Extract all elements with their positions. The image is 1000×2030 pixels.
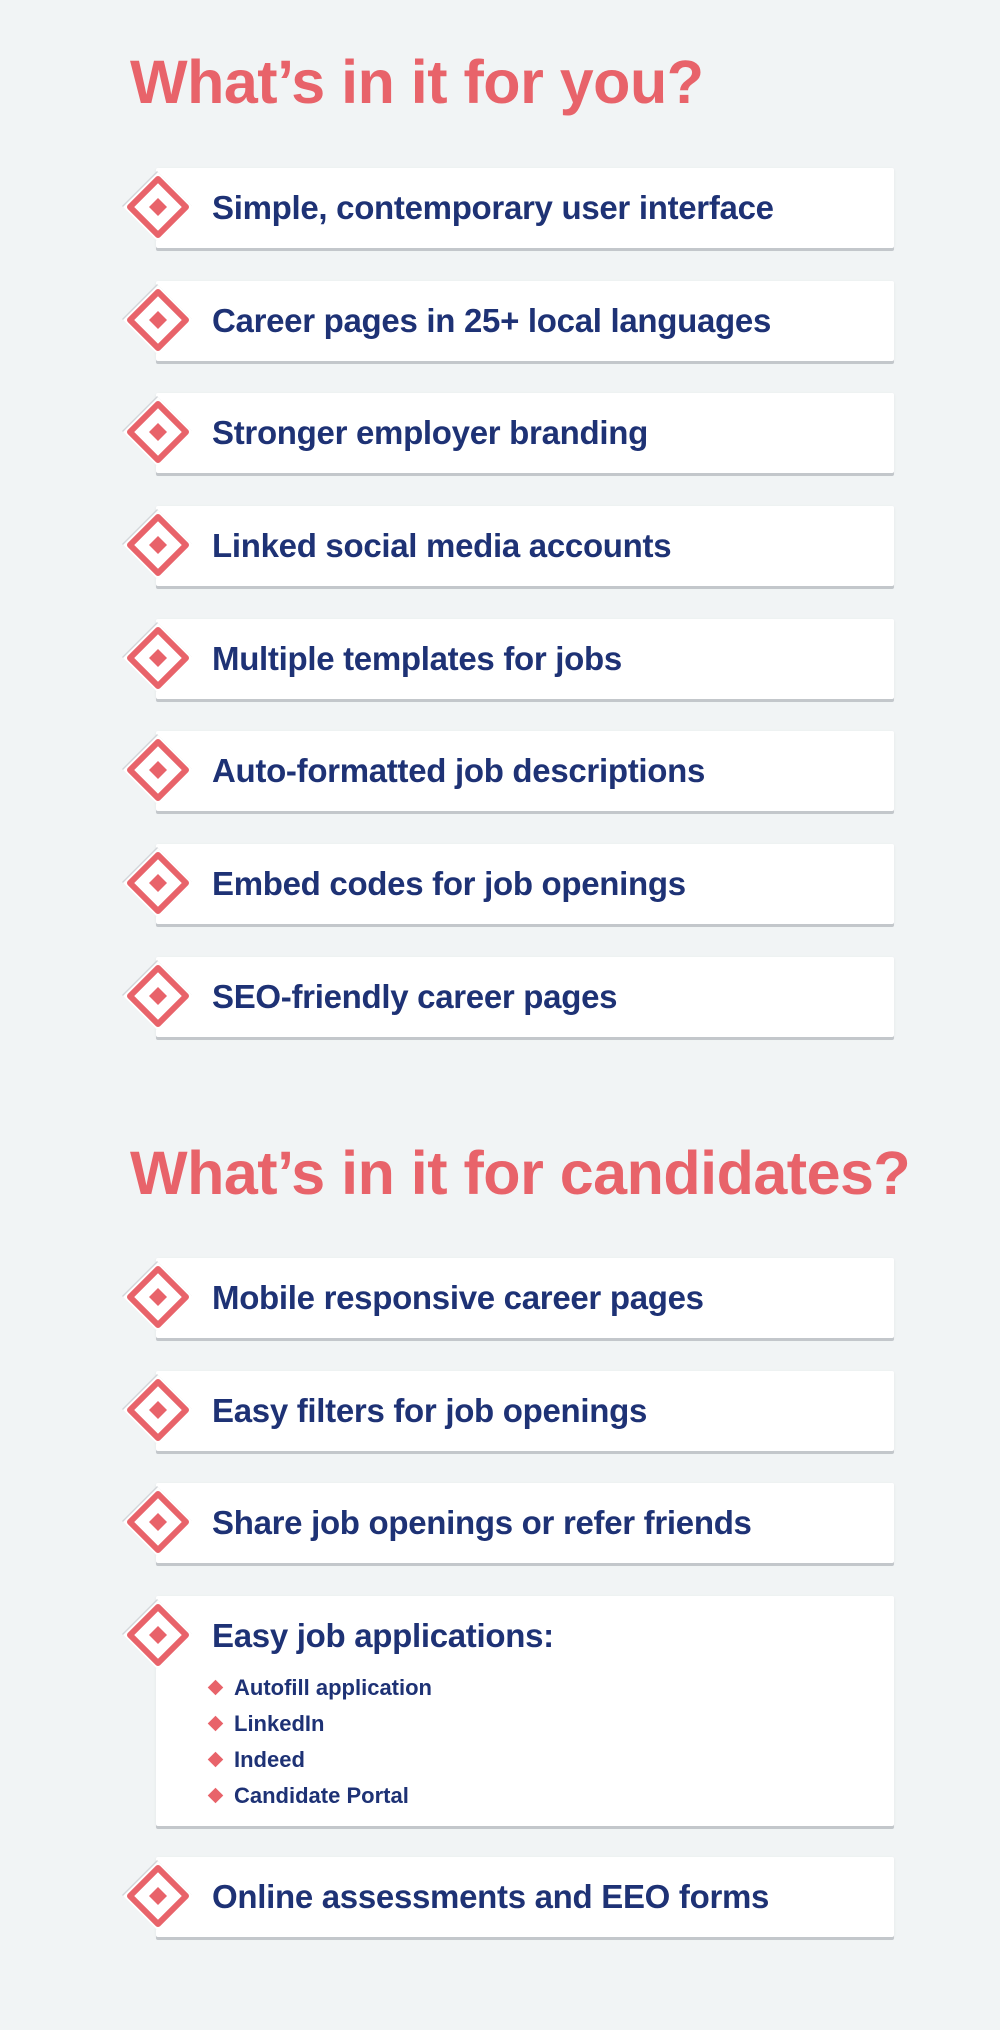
application-methods-list [208,1670,432,1814]
benefit-label: Embed codes for job openings [212,865,686,902]
diamond-badge-icon [126,400,190,464]
benefit-label: Linked social media accounts [212,527,672,564]
benefit-label: Multiple templates for jobs [212,640,622,677]
diamond-badge-icon [126,175,190,239]
diamond-badge-icon [126,1490,190,1554]
diamond-badge-icon [126,288,190,352]
benefit-label: Career pages in 25+ local languages [212,302,772,339]
diamond-badge-icon [126,513,190,577]
diamond-badge-icon [126,964,190,1028]
diamond-badge-icon [126,738,190,802]
benefit-label: Auto-formatted job descriptions [212,752,706,789]
application-method-item [208,1778,432,1814]
diamond-badge-icon [126,1603,190,1667]
diamond-badge-icon [126,851,190,915]
application-method-label: Candidate Portal [234,1783,409,1808]
application-method-item [208,1670,432,1706]
diamond-badge-icon [126,1378,190,1442]
benefit-label: SEO-friendly career pages [212,978,618,1015]
application-method-item [208,1706,432,1742]
application-method-label: Autofill application [234,1675,432,1700]
diamond-bullet-icon [208,1752,224,1768]
benefit-label: Mobile responsive career pages [212,1279,704,1316]
section-heading-candidates: What’s in it for candidates? [130,1139,911,1207]
benefit-label: Simple, contemporary user interface [212,189,774,226]
benefit-label: Easy job applications: [212,1617,554,1654]
diamond-bullet-icon [208,1680,224,1696]
benefit-label: Online assessments and EEO forms [212,1878,770,1915]
diamond-badge-icon [126,626,190,690]
diamond-badge-icon [126,1265,190,1329]
section-heading-you: What’s in it for you? [130,48,704,116]
diamond-bullet-icon [208,1716,224,1732]
benefit-label: Easy filters for job openings [212,1392,648,1429]
application-method-item [208,1742,432,1778]
diamond-bullet-icon [208,1788,224,1804]
benefit-label: Share job openings or refer friends [212,1504,752,1541]
application-method-label: Indeed [234,1747,305,1772]
diamond-badge-icon [126,1864,190,1928]
application-method-label: LinkedIn [234,1711,325,1736]
benefit-label: Stronger employer branding [212,414,648,451]
